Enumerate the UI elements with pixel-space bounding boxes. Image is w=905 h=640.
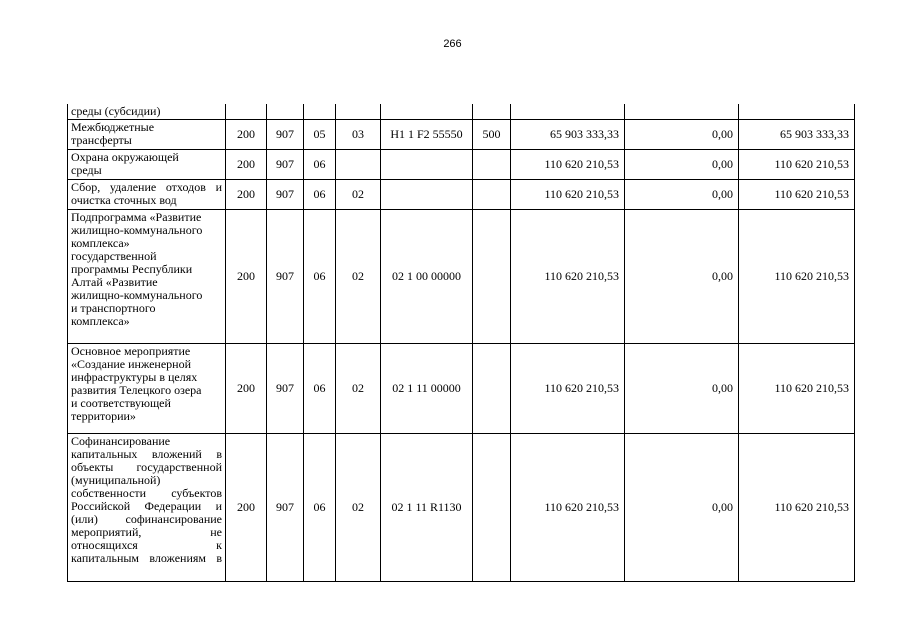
col-razdel: 907	[267, 150, 304, 180]
row-name-line: объекты государственной	[71, 460, 222, 474]
col-vr: 500	[473, 120, 511, 150]
row-name-line: (или) софинансирование	[71, 512, 222, 526]
col-razdel	[267, 104, 304, 120]
col-sum2: 0,00	[625, 210, 739, 344]
row-name-line: Российской Федерации и	[71, 499, 222, 513]
row-name-line: Подпрограмма «Развитие	[71, 210, 202, 224]
row-name-line: Сбор, удаление отходов и	[71, 180, 222, 194]
col-sum3: 110 620 210,53	[739, 344, 855, 434]
row-name-line: жилищно-коммунального	[71, 223, 203, 237]
row-name	[68, 120, 226, 150]
row-name-line: среды (субсидии)	[71, 104, 161, 118]
col-razdel: 907	[267, 180, 304, 210]
row-name-line: Охрана окружающей	[71, 150, 179, 164]
col-sum2: 0,00	[625, 120, 739, 150]
col-sum2: 0,00	[625, 150, 739, 180]
col-ved: 200	[226, 434, 267, 582]
page-number: 266	[443, 38, 462, 50]
row-name	[68, 180, 226, 210]
col-sum3: 110 620 210,53	[739, 150, 855, 180]
row-name-line: мероприятий, не	[71, 525, 222, 539]
col-vr	[473, 180, 511, 210]
row-name-line: жилищно-коммунального	[71, 288, 203, 302]
col-csr	[336, 150, 381, 180]
row-name-line: Софинансирование	[71, 434, 171, 448]
row-name	[68, 434, 226, 582]
col-podrazdel: 06	[304, 210, 336, 344]
col-ved: 200	[226, 210, 267, 344]
row-name	[68, 150, 226, 180]
col-csr: 02	[336, 180, 381, 210]
col-sum1: 65 903 333,33	[511, 120, 625, 150]
col-csr-code	[381, 104, 473, 120]
row-name-line: относящихся к	[71, 538, 222, 552]
table-row	[68, 104, 855, 120]
col-sum2: 0,00	[625, 180, 739, 210]
col-vr	[473, 104, 511, 120]
row-name-line: комплекса»	[71, 314, 130, 328]
row-name	[68, 210, 226, 344]
col-sum1: 110 620 210,53	[511, 434, 625, 582]
col-csr: 02	[336, 344, 381, 434]
row-name-line: среды	[71, 163, 102, 177]
col-ved	[226, 104, 267, 120]
table-row	[68, 434, 855, 582]
col-sum2: 0,00	[625, 344, 739, 434]
col-razdel: 907	[267, 434, 304, 582]
table-row	[68, 210, 855, 344]
col-sum3: 110 620 210,53	[739, 180, 855, 210]
table-row	[68, 344, 855, 434]
col-sum3	[739, 104, 855, 120]
col-csr-code	[381, 180, 473, 210]
row-name	[68, 344, 226, 434]
col-razdel: 907	[267, 210, 304, 344]
col-ved: 200	[226, 120, 267, 150]
col-csr-code: 02 1 11 00000	[381, 344, 473, 434]
col-ved: 200	[226, 150, 267, 180]
col-sum1: 110 620 210,53	[511, 150, 625, 180]
col-sum2	[625, 104, 739, 120]
row-name-line: комплекса»	[71, 236, 130, 250]
row-name-line: Межбюджетные	[71, 120, 155, 134]
row-name-line: «Создание инженерной	[71, 357, 192, 371]
row-name-line: трансферты	[71, 133, 132, 147]
row-name-line: инфраструктуры в целях	[71, 370, 198, 384]
col-vr	[473, 344, 511, 434]
row-name-line: программы Республики	[71, 262, 193, 276]
col-sum3: 110 620 210,53	[739, 434, 855, 582]
col-podrazdel: 06	[304, 344, 336, 434]
table-row	[68, 180, 855, 210]
col-razdel: 907	[267, 344, 304, 434]
col-csr-code	[381, 150, 473, 180]
col-csr: 03	[336, 120, 381, 150]
col-vr	[473, 150, 511, 180]
col-razdel: 907	[267, 120, 304, 150]
row-name-line: капитальным вложениям в	[71, 551, 222, 565]
row-name-line: (муниципальной)	[71, 473, 161, 487]
col-csr: 02	[336, 434, 381, 582]
col-sum3: 110 620 210,53	[739, 210, 855, 344]
row-name-line: капитальных вложений в	[71, 447, 222, 461]
table-row	[68, 120, 855, 150]
row-name-line: собственности субъектов	[71, 486, 222, 500]
row-name-line: и транспортного	[71, 301, 156, 315]
row-name-line: Алтай «Развитие	[71, 275, 158, 289]
row-name-line: и соответствующей	[71, 396, 171, 410]
budget-table	[67, 104, 855, 582]
col-podrazdel: 05	[304, 120, 336, 150]
col-ved: 200	[226, 180, 267, 210]
row-name-line: очистка сточных вод	[71, 193, 177, 207]
col-podrazdel: 06	[304, 150, 336, 180]
col-sum1: 110 620 210,53	[511, 180, 625, 210]
col-sum3: 65 903 333,33	[739, 120, 855, 150]
row-name	[68, 104, 226, 120]
col-csr-code: 02 1 00 00000	[381, 210, 473, 344]
col-ved: 200	[226, 344, 267, 434]
row-name-line: развития Телецкого озера	[71, 383, 202, 397]
col-csr: 02	[336, 210, 381, 344]
col-sum1: 110 620 210,53	[511, 344, 625, 434]
col-sum1	[511, 104, 625, 120]
table-body	[68, 104, 855, 582]
col-csr-code: 02 1 11 R1130	[381, 434, 473, 582]
col-vr	[473, 434, 511, 582]
row-name-line: государственной	[71, 249, 157, 263]
col-podrazdel: 06	[304, 434, 336, 582]
col-csr	[336, 104, 381, 120]
row-name-line: территории»	[71, 409, 136, 423]
col-sum2: 0,00	[625, 434, 739, 582]
table-row	[68, 150, 855, 180]
col-podrazdel: 06	[304, 180, 336, 210]
row-name-line: Основное мероприятие	[71, 344, 191, 358]
col-sum1: 110 620 210,53	[511, 210, 625, 344]
col-csr-code: Н1 1 F2 55550	[381, 120, 473, 150]
col-vr	[473, 210, 511, 344]
col-podrazdel	[304, 104, 336, 120]
